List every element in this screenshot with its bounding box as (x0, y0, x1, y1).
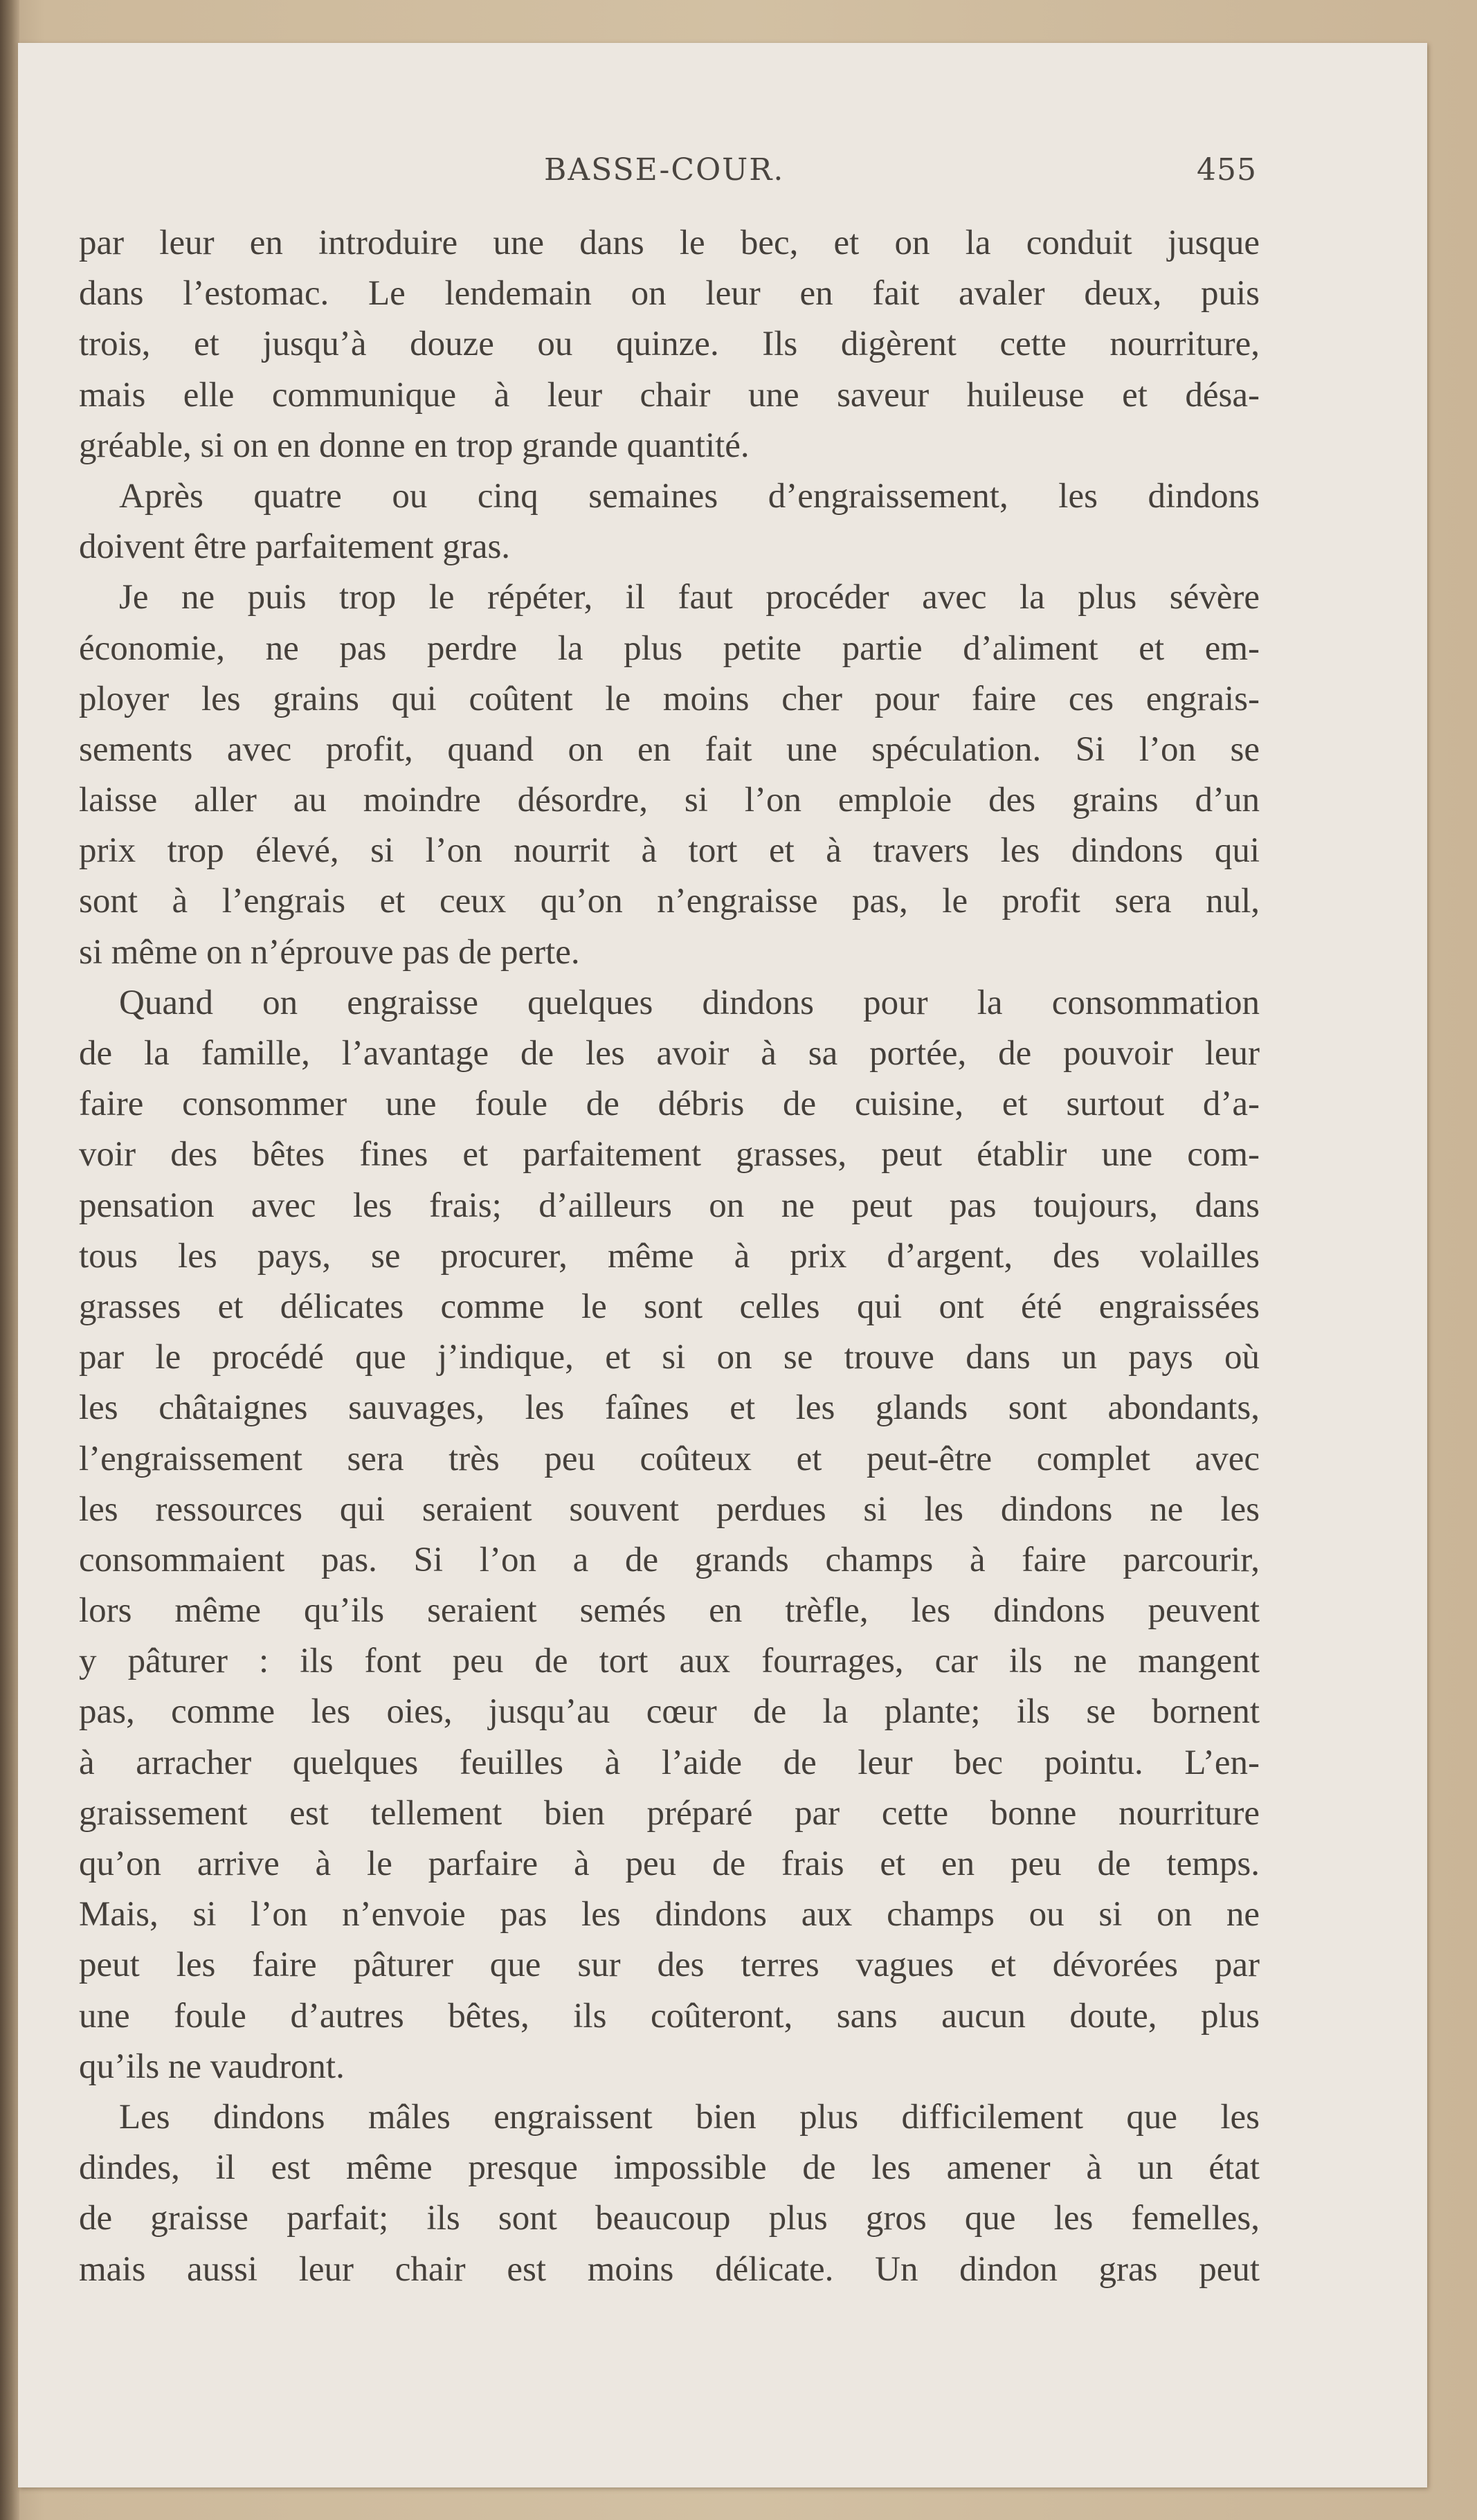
text-line: mais aussi leur chair est moins délicate. Un dindon gras peut (79, 2249, 1260, 2289)
paragraph (79, 2092, 1260, 2295)
text-line: y pâturer : ils font peu de tort aux fourrages, car ils ne mangent (79, 1642, 1260, 1681)
text-line: si même on n’éprouve pas de perte. (79, 932, 580, 972)
text-line: de la famille, l’avantage de les avoir à sa portée, de pouvoir leur (79, 1034, 1260, 1073)
text-line: par le procédé que j’indique, et si on se trouve dans un pays où (79, 1338, 1260, 1377)
text-line: Mais, si l’on n’envoie pas les dindons aux champs ou si on ne (79, 1895, 1260, 1934)
text-line: pas, comme les oies, jusqu’au cœur de la plante; ils se bornent (79, 1692, 1260, 1732)
paragraph (79, 218, 1260, 471)
running-header (80, 152, 1257, 208)
text-line: prix trop élevé, si l’on nourrit à tort et à travers les dindons qui (79, 831, 1260, 871)
text-line: tous les pays, se procurer, même à prix d’argent, des volailles (79, 1236, 1260, 1276)
text-line: Après quatre ou cinq semaines d’engraissement, les dindons (119, 476, 1260, 516)
text-line: pensation avec les frais; d’ailleurs on ne peut pas toujours, dans (79, 1186, 1260, 1225)
text-line: lors même qu’ils seraient semés en trèfle, les dindons peuvent (79, 1591, 1260, 1631)
text-line: par leur en introduire une dans le bec, et on la conduit jusque (79, 224, 1260, 262)
text-line: les châtaignes sauvages, les faînes et les glands sont abondants, (79, 1388, 1260, 1428)
text-line: voir des bêtes fines et parfaitement grasses, peut établir une com- (79, 1135, 1260, 1175)
text-line: Je ne puis trop le répéter, il faut procéder avec la plus sévère (119, 578, 1260, 617)
text-line: gréable, si on en donne en trop grande quantité. (79, 426, 750, 465)
text-line: faire consommer une foule de débris de cuisine, et surtout d’a- (79, 1085, 1260, 1124)
text-line: de graisse parfait; ils sont beaucoup plus gros que les femelles, (79, 2199, 1260, 2238)
paragraph (79, 572, 1260, 978)
text-line: qu’on arrive à le parfaire à peu de frais et en peu de temps. (79, 1844, 1260, 1883)
text-line: qu’ils ne vaudront. (79, 2047, 345, 2086)
text-line: les ressources qui seraient souvent perdues si les dindons ne les (79, 1489, 1260, 1529)
text-line: à arracher quelques feuilles à l’aide de leur bec pointu. L’en- (79, 1743, 1260, 1782)
text-line: trois, et jusqu’à douze ou quinze. Ils digèrent cette nourriture, (79, 325, 1260, 364)
text-line: Les dindons mâles engraissent bien plus difficilement que les (119, 2097, 1260, 2137)
text-line: une foule d’autres bêtes, ils coûteront, sans aucun doute, plus (79, 1996, 1260, 2036)
text-line: sont à l’engrais et ceux qu’on n’engraisse pas, le profit sera nul, (79, 882, 1260, 921)
text-line: laisse aller au moindre désordre, si l’on emploie des grains d’un (79, 781, 1260, 820)
text-line: ployer les grains qui coûtent le moins cher pour faire ces engrais- (79, 679, 1260, 718)
paragraph (79, 471, 1260, 572)
text-line: peut les faire pâturer que sur des terres vagues et dévorées par (79, 1946, 1260, 1985)
text-line: doivent être parfaitement gras. (79, 527, 511, 567)
text-line: l’engraissement sera très peu coûteux et peut-être complet avec (79, 1439, 1260, 1478)
page-number: 455 (1197, 152, 1257, 188)
text-line: grasses et délicates comme le sont celles qui ont été engraissées (79, 1287, 1260, 1326)
paragraph (79, 978, 1260, 2092)
text-line: économie, ne pas perdre la plus petite partie d’aliment et em- (79, 628, 1260, 668)
book-page (18, 43, 1427, 2487)
text-line: dindes, il est même presque impossible de les amener à un état (79, 2148, 1260, 2188)
text-line: mais elle communique à leur chair une saveur huileuse et désa- (79, 375, 1260, 415)
text-line: dans l’estomac. Le lendemain on leur en fait avaler deux, puis (79, 274, 1260, 314)
running-title: BASSE-COUR. (544, 152, 785, 188)
text-line: sements avec profit, quand on en fait une spéculation. Si l’on se (79, 729, 1260, 769)
text-line: graissement est tellement bien préparé par cette bonne nourriture (79, 1793, 1260, 1833)
book-binding-edge (0, 0, 19, 2520)
text-line: consommaient pas. Si l’on a de grands champs à faire parcourir, (79, 1540, 1260, 1579)
body-text (79, 218, 1260, 2295)
text-line: Quand on engraisse quelques dindons pour la consommation (119, 983, 1260, 1022)
